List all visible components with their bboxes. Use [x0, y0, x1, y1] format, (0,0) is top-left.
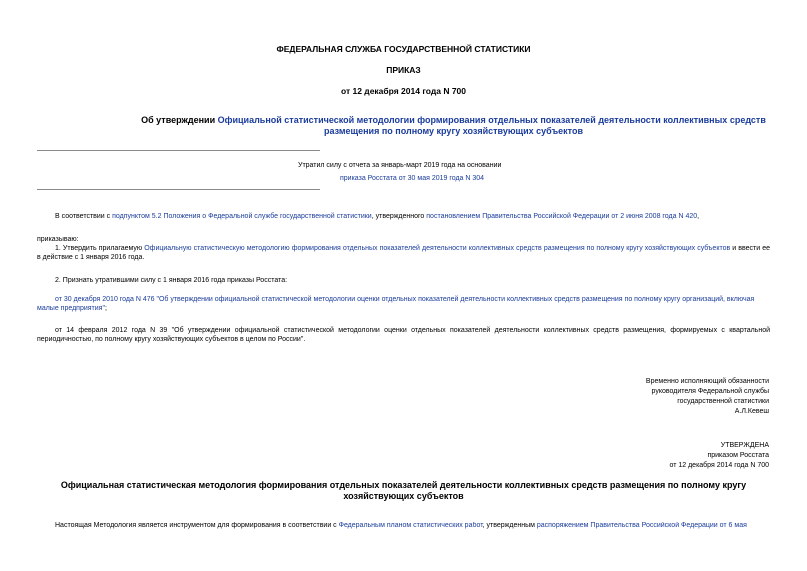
approval-line-1: УТВЕРЖДЕНА — [720, 442, 769, 449]
title-methodology-link[interactable]: Официальной статистической методологии формирования отдельных показателей деятельности коллективных средств размещения по полному кругу хозяйствующих субъектов — [217, 115, 766, 137]
methodology-intro-text-1: Настоящая Методология является инструментом для формирования в соответствии с — [55, 522, 339, 529]
agency-heading: ФЕДЕРАЛЬНАЯ СЛУЖБА ГОСУДАРСТВЕННОЙ СТАТИСТИКИ — [276, 44, 531, 54]
item-1-paragraph — [37, 245, 770, 263]
item-2-paragraph: 2. Признать утратившими силу с 1 января 2016 года приказы Росстата: — [55, 277, 288, 284]
methodology-link[interactable]: Официальную статистическую методологию формирования отдельных показателей деятельности коллективных средств размещения по полному кругу хозяйствующих субъектов — [144, 245, 731, 252]
intro-text-3: , — [697, 213, 700, 220]
signature-line-1: Временно исполняющий обязанности — [645, 378, 769, 385]
order-date: от 12 декабря 2014 года N 700 — [340, 86, 467, 96]
repealed-order-1-tail: ; — [104, 304, 107, 312]
federal-plan-link[interactable]: Федеральным планом статистических работ — [338, 522, 483, 529]
item-1-text-1: 1. Утвердить прилагаемую — [55, 245, 145, 252]
status-divider-top — [37, 150, 320, 151]
status-note-text: Утратил силу с отчета за январь-март 2019 года на основании — [298, 162, 502, 169]
government-decree-link[interactable]: постановлением Правительства Российской Федерации от 2 июня 2008 года N 420 — [426, 213, 698, 220]
approval-line-3: от 12 декабря 2014 года N 700 — [669, 462, 769, 470]
signature-line-3: государственной статистики — [677, 398, 769, 406]
approval-line-2: приказом Росстата — [707, 452, 769, 460]
intro-text-2: , утвержденного — [371, 213, 427, 220]
status-divider-bottom — [37, 189, 320, 190]
order-word: приказываю: — [37, 236, 79, 243]
order-heading: ПРИКАЗ — [386, 65, 421, 75]
intro-paragraph — [55, 213, 775, 222]
repealed-order-2: от 14 февраля 2012 года N 39 "Об утверждении официальной статистической методологии оценки отдельных показателей деятельности коллективных средств размещения, формируемых с квартальной периодичностью, по полному кругу хозяйствующих субъектов в целом по России". — [37, 327, 770, 343]
approval-block — [669, 441, 769, 471]
status-note-link[interactable]: приказа Росстата от 30 мая 2019 года N 304 — [340, 175, 485, 182]
methodology-intro-text-2: , утвержденным — [482, 522, 537, 529]
methodology-title: Официальная статистическая методология формирования отдельных показателей деятельности коллективных средств размещения по полному кругу хозяйствующих субъектов — [60, 480, 747, 502]
title-prefix: Об утверждении — [141, 115, 218, 125]
repealed-order-1 — [37, 296, 770, 314]
signature-name: А.Л.Кевеш — [734, 408, 769, 416]
signature-line-2: руководителя Федеральной службы — [651, 388, 769, 396]
repealed-order-1-link[interactable]: от 30 декабря 2010 года N 476 "Об утверждении официальной статистической методологии оценки отдельных показателей деятельности коллективных средств размещения по полному кругу организаций, включая малые предприятия" — [37, 296, 755, 312]
regulation-link[interactable]: подпунктом 5.2 Положения о Федеральной службе государственной статистики — [112, 213, 372, 220]
document-title — [130, 115, 777, 138]
intro-text-1: В соответствии с — [55, 213, 113, 220]
government-order-link[interactable]: распоряжением Правительства Российской Федерации от 6 мая — [536, 522, 747, 529]
methodology-intro-paragraph — [55, 522, 775, 531]
signature-block — [646, 377, 769, 418]
item-1-text-2: и ввести ее в действие с 1 января 2016 года. — [37, 245, 770, 261]
